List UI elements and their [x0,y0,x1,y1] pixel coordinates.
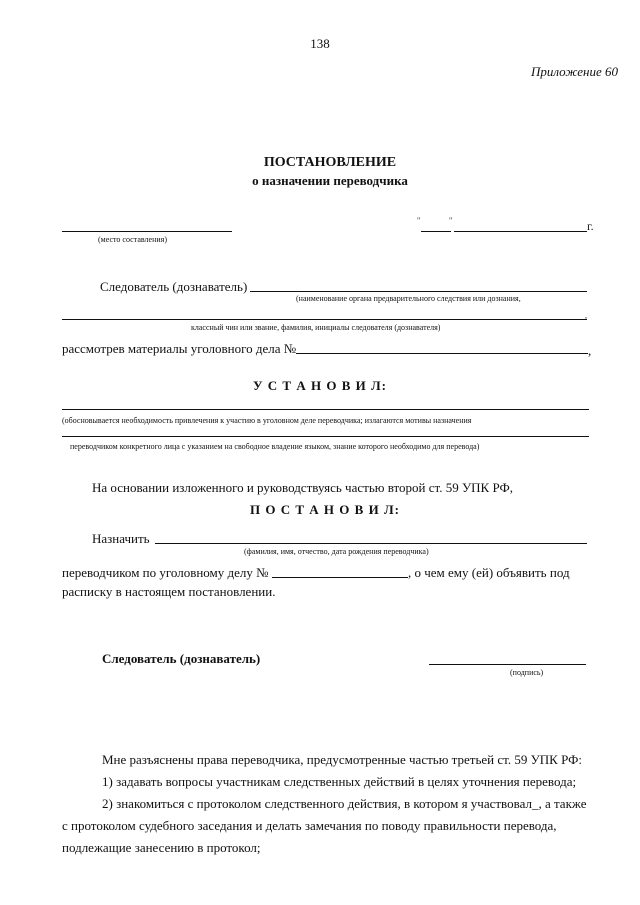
document-title: ПОСТАНОВЛЕНИЕ [263,155,397,170]
case-line-comma: , [588,343,592,358]
established-caption-2: переводчиком конкретного лица с указанием на свободное владение языком, знание которого необходимо для перевода) [70,442,480,451]
place-caption: (место составления) [98,235,167,244]
signature-line [429,664,586,665]
rank-caption: классный чин или звание, фамилия, инициалы следователя (дознавателя) [191,323,441,332]
signature-label: Следователь (дознаватель) [102,651,261,666]
signature-caption: (подпись) [510,668,544,677]
organ-caption: (наименование органа предварительного следствия или дознания, [296,294,521,303]
established-heading: У С Т А Н О В И Л: [252,378,387,393]
date-quote-close: " [449,216,453,225]
receipt-text: расписку в настоящем постановлении. [62,584,276,599]
page-number: 138 [310,36,330,51]
document-subtitle: о назначении переводчика [252,173,408,188]
case-review-text: рассмотрев материалы уголовного дела № [62,341,297,356]
date-quote-open: " [417,216,421,225]
appendix-label: Приложение 60 [530,64,618,79]
year-suffix: г. [587,219,594,233]
interpreter-name-line [155,543,587,544]
basis-text: На основании изложенного и руководствуясь частью второй ст. 59 УПК РФ, [92,480,514,495]
resolved-heading: П О С Т А Н О В И Л: [250,502,400,517]
rank-line [62,319,587,320]
case-number-line [296,353,588,354]
rights-item-1: 1) задавать вопросы участникам следственных действий в целях уточнения перевода; [102,774,577,789]
date-day-line [421,231,451,232]
assign-label: Назначить [92,531,150,546]
established-line-1 [62,409,589,410]
rights-item-2-line-3: подлежащие занесению в протокол; [62,840,261,855]
interpreter-case-number-line [272,577,408,578]
date-month-line [454,231,587,232]
interpreter-case-text: переводчиком по уголовному делу № [62,565,269,580]
announce-text: , о чем ему (ей) объявить под [408,565,570,580]
organ-line [250,291,587,292]
established-line-2 [62,436,589,437]
investigator-label: Следователь (дознаватель) [100,279,248,294]
rights-item-2-line-1: 2) знакомиться с протоколом следственного действия, в котором я участвовал_, а также [102,796,587,811]
established-caption-1: (обосновывается необходимость привлечения к участию в уголовном деле переводчика; излагаются мотивы назначения [62,416,472,425]
rights-intro: Мне разъяснены права переводчика, предусмотренные частью третьей ст. 59 УПК РФ: [102,752,582,767]
place-line [62,231,232,232]
interpreter-name-caption: (фамилия, имя, отчество, дата рождения переводчика) [244,547,429,556]
rank-line-comma: , [585,311,587,320]
rights-item-2-line-2: с протоколом судебного заседания и делать замечания по поводу правильности перевода, [62,818,557,833]
